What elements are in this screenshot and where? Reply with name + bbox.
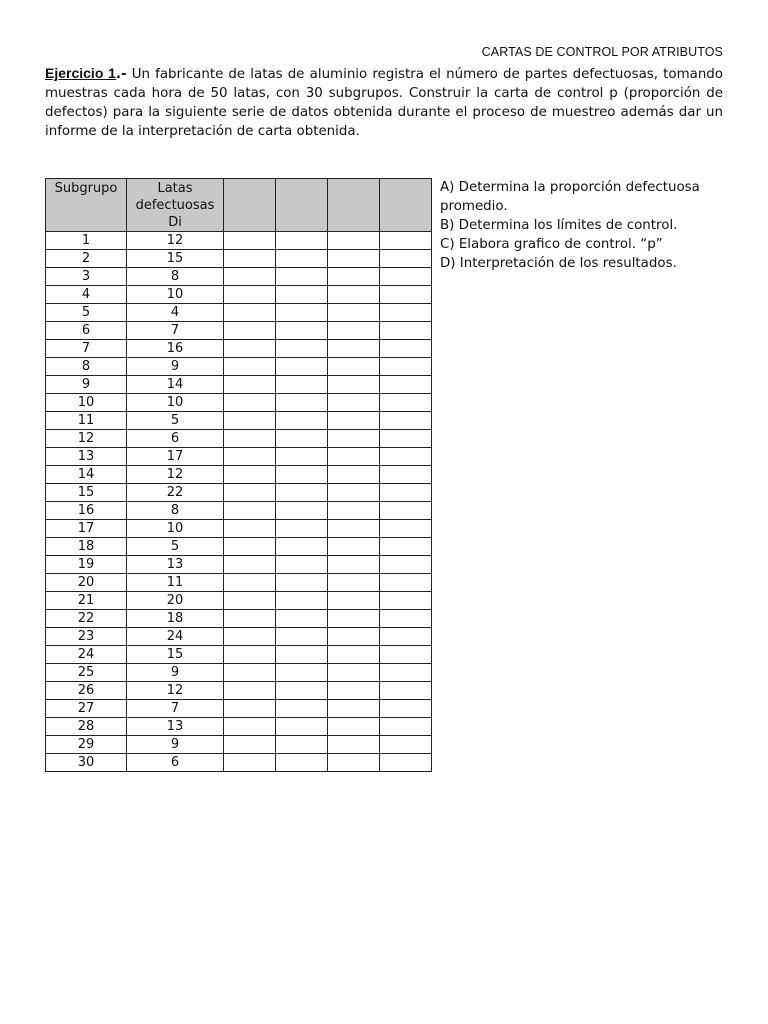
- cell-blank: [224, 376, 276, 394]
- column-header-blank-3: [328, 179, 380, 232]
- cell-blank: [328, 682, 380, 700]
- cell-blank: [276, 646, 328, 664]
- table-row: [46, 520, 432, 538]
- cell-blank: [276, 358, 328, 376]
- cell-defectuosas: 10: [127, 286, 224, 304]
- cell-blank: [380, 646, 432, 664]
- column-header-blank-4: [380, 179, 432, 232]
- exercise-separator: .-: [115, 67, 127, 82]
- cell-defectuosas: 5: [127, 538, 224, 556]
- cell-blank: [328, 520, 380, 538]
- table-body: [46, 232, 432, 772]
- table-row: [46, 736, 432, 754]
- cell-blank: [380, 376, 432, 394]
- cell-blank: [276, 484, 328, 502]
- cell-blank: [276, 592, 328, 610]
- cell-defectuosas: 17: [127, 448, 224, 466]
- cell-blank: [380, 520, 432, 538]
- cell-blank: [224, 556, 276, 574]
- cell-defectuosas: 5: [127, 412, 224, 430]
- cell-blank: [276, 466, 328, 484]
- cell-defectuosas: 12: [127, 682, 224, 700]
- table-row: [46, 502, 432, 520]
- cell-subgrupo: 23: [46, 628, 127, 646]
- cell-blank: [328, 430, 380, 448]
- cell-blank: [224, 340, 276, 358]
- cell-subgrupo: 1: [46, 232, 127, 250]
- cell-blank: [328, 448, 380, 466]
- cell-blank: [224, 610, 276, 628]
- cell-subgrupo: 7: [46, 340, 127, 358]
- cell-blank: [224, 304, 276, 322]
- cell-blank: [224, 466, 276, 484]
- cell-subgrupo: 25: [46, 664, 127, 682]
- cell-blank: [328, 538, 380, 556]
- cell-blank: [224, 322, 276, 340]
- table-row: [46, 268, 432, 286]
- cell-blank: [276, 412, 328, 430]
- table-row: [46, 394, 432, 412]
- cell-blank: [224, 754, 276, 772]
- cell-blank: [380, 754, 432, 772]
- cell-blank: [224, 232, 276, 250]
- column-header-blank-1: [224, 179, 276, 232]
- cell-blank: [380, 502, 432, 520]
- cell-blank: [276, 268, 328, 286]
- cell-blank: [328, 232, 380, 250]
- cell-blank: [224, 448, 276, 466]
- table-row: [46, 700, 432, 718]
- cell-blank: [224, 736, 276, 754]
- cell-blank: [328, 610, 380, 628]
- cell-subgrupo: 21: [46, 592, 127, 610]
- cell-defectuosas: 9: [127, 664, 224, 682]
- question-list: [440, 178, 740, 273]
- cell-blank: [276, 556, 328, 574]
- cell-blank: [224, 682, 276, 700]
- cell-defectuosas: 13: [127, 556, 224, 574]
- cell-subgrupo: 17: [46, 520, 127, 538]
- cell-subgrupo: 3: [46, 268, 127, 286]
- cell-blank: [276, 628, 328, 646]
- cell-blank: [276, 538, 328, 556]
- table-row: [46, 250, 432, 268]
- cell-blank: [328, 484, 380, 502]
- cell-blank: [224, 520, 276, 538]
- cell-blank: [380, 340, 432, 358]
- cell-defectuosas: 9: [127, 358, 224, 376]
- cell-blank: [224, 358, 276, 376]
- table-row: [46, 376, 432, 394]
- cell-blank: [328, 358, 380, 376]
- cell-blank: [276, 340, 328, 358]
- cell-blank: [276, 664, 328, 682]
- cell-subgrupo: 14: [46, 466, 127, 484]
- cell-defectuosas: 14: [127, 376, 224, 394]
- cell-blank: [224, 592, 276, 610]
- cell-blank: [224, 394, 276, 412]
- cell-blank: [328, 322, 380, 340]
- cell-blank: [380, 538, 432, 556]
- cell-blank: [380, 358, 432, 376]
- cell-blank: [328, 754, 380, 772]
- cell-subgrupo: 12: [46, 430, 127, 448]
- table-row: [46, 412, 432, 430]
- cell-blank: [380, 736, 432, 754]
- cell-defectuosas: 10: [127, 394, 224, 412]
- cell-blank: [380, 682, 432, 700]
- cell-blank: [380, 628, 432, 646]
- table-row: [46, 358, 432, 376]
- cell-defectuosas: 8: [127, 502, 224, 520]
- cell-defectuosas: 16: [127, 340, 224, 358]
- cell-subgrupo: 11: [46, 412, 127, 430]
- cell-blank: [276, 448, 328, 466]
- cell-defectuosas: 12: [127, 466, 224, 484]
- table-row: [46, 430, 432, 448]
- cell-defectuosas: 15: [127, 250, 224, 268]
- table-row: [46, 574, 432, 592]
- cell-subgrupo: 22: [46, 610, 127, 628]
- cell-defectuosas: 20: [127, 592, 224, 610]
- cell-blank: [380, 268, 432, 286]
- cell-subgrupo: 27: [46, 700, 127, 718]
- cell-subgrupo: 8: [46, 358, 127, 376]
- cell-blank: [328, 700, 380, 718]
- cell-subgrupo: 4: [46, 286, 127, 304]
- table-row: [46, 556, 432, 574]
- table-row: [46, 718, 432, 736]
- column-header-subgrupo: Subgrupo: [46, 179, 127, 232]
- cell-blank: [276, 250, 328, 268]
- cell-blank: [276, 574, 328, 592]
- cell-defectuosas: 7: [127, 700, 224, 718]
- cell-blank: [224, 430, 276, 448]
- cell-subgrupo: 15: [46, 484, 127, 502]
- exercise-text: Un fabricante de latas de aluminio registra el número de partes defectuosas, tomando muestras cada hora de 50 latas, con 30 subgrupos. Construir la carta de control p (proporción de defectos) para la siguiente serie de datos obtenida durante el proceso de muestreo además dar un informe de la interpretación de carta obtenida.: [45, 67, 723, 139]
- table-row: [46, 664, 432, 682]
- cell-blank: [276, 322, 328, 340]
- cell-blank: [328, 646, 380, 664]
- cell-blank: [224, 502, 276, 520]
- cell-subgrupo: 28: [46, 718, 127, 736]
- cell-blank: [276, 718, 328, 736]
- question-b: B) Determina los límites de control.: [440, 218, 678, 233]
- cell-blank: [380, 718, 432, 736]
- cell-blank: [224, 646, 276, 664]
- cell-blank: [224, 484, 276, 502]
- cell-blank: [328, 250, 380, 268]
- question-a: A) Determina la proporción defectuosa promedio.: [440, 180, 700, 214]
- cell-subgrupo: 6: [46, 322, 127, 340]
- cell-blank: [276, 430, 328, 448]
- cell-blank: [380, 664, 432, 682]
- table-row: [46, 340, 432, 358]
- cell-blank: [276, 754, 328, 772]
- document-header-title: CARTAS DE CONTROL POR ATRIBUTOS: [481, 45, 723, 59]
- cell-blank: [380, 232, 432, 250]
- cell-defectuosas: 15: [127, 646, 224, 664]
- cell-defectuosas: 6: [127, 430, 224, 448]
- table-row: [46, 592, 432, 610]
- cell-blank: [276, 394, 328, 412]
- table-row: [46, 538, 432, 556]
- cell-blank: [380, 484, 432, 502]
- cell-blank: [224, 268, 276, 286]
- cell-blank: [380, 322, 432, 340]
- cell-blank: [380, 448, 432, 466]
- cell-subgrupo: 10: [46, 394, 127, 412]
- cell-defectuosas: 10: [127, 520, 224, 538]
- cell-blank: [276, 286, 328, 304]
- cell-blank: [276, 502, 328, 520]
- cell-blank: [276, 304, 328, 322]
- cell-subgrupo: 30: [46, 754, 127, 772]
- cell-blank: [328, 628, 380, 646]
- cell-blank: [276, 232, 328, 250]
- cell-subgrupo: 20: [46, 574, 127, 592]
- table-row: [46, 304, 432, 322]
- cell-subgrupo: 18: [46, 538, 127, 556]
- cell-subgrupo: 5: [46, 304, 127, 322]
- cell-subgrupo: 9: [46, 376, 127, 394]
- table-row: [46, 466, 432, 484]
- cell-blank: [276, 736, 328, 754]
- cell-defectuosas: 13: [127, 718, 224, 736]
- cell-defectuosas: 9: [127, 736, 224, 754]
- table-row: [46, 232, 432, 250]
- cell-blank: [328, 736, 380, 754]
- cell-blank: [224, 538, 276, 556]
- cell-defectuosas: 6: [127, 754, 224, 772]
- cell-blank: [328, 304, 380, 322]
- cell-blank: [328, 286, 380, 304]
- cell-blank: [328, 376, 380, 394]
- cell-blank: [224, 286, 276, 304]
- cell-blank: [328, 340, 380, 358]
- cell-subgrupo: 24: [46, 646, 127, 664]
- exercise-statement: [45, 64, 723, 141]
- column-header-latas-defectuosas: Latas defectuosas Di: [127, 179, 224, 232]
- cell-blank: [328, 412, 380, 430]
- cell-blank: [276, 682, 328, 700]
- cell-blank: [224, 250, 276, 268]
- table-row: [46, 646, 432, 664]
- cell-subgrupo: 2: [46, 250, 127, 268]
- cell-blank: [328, 574, 380, 592]
- table-row: [46, 322, 432, 340]
- cell-blank: [224, 718, 276, 736]
- cell-blank: [380, 700, 432, 718]
- cell-blank: [380, 610, 432, 628]
- cell-blank: [224, 412, 276, 430]
- cell-blank: [224, 574, 276, 592]
- cell-blank: [328, 502, 380, 520]
- cell-subgrupo: 13: [46, 448, 127, 466]
- cell-blank: [380, 430, 432, 448]
- cell-subgrupo: 19: [46, 556, 127, 574]
- column-header-blank-2: [276, 179, 328, 232]
- table-row: [46, 754, 432, 772]
- cell-blank: [380, 556, 432, 574]
- table-row: [46, 484, 432, 502]
- cell-blank: [276, 700, 328, 718]
- cell-blank: [380, 304, 432, 322]
- cell-blank: [328, 718, 380, 736]
- cell-blank: [276, 520, 328, 538]
- cell-blank: [380, 250, 432, 268]
- table-header-row: [46, 179, 432, 232]
- table-row: [46, 682, 432, 700]
- cell-defectuosas: 7: [127, 322, 224, 340]
- cell-subgrupo: 16: [46, 502, 127, 520]
- cell-blank: [276, 610, 328, 628]
- cell-blank: [224, 664, 276, 682]
- table-row: [46, 448, 432, 466]
- cell-defectuosas: 12: [127, 232, 224, 250]
- cell-blank: [328, 664, 380, 682]
- cell-subgrupo: 26: [46, 682, 127, 700]
- cell-blank: [328, 268, 380, 286]
- exercise-label: Ejercicio 1: [45, 65, 116, 81]
- cell-blank: [380, 592, 432, 610]
- cell-blank: [276, 376, 328, 394]
- cell-defectuosas: 18: [127, 610, 224, 628]
- cell-blank: [328, 466, 380, 484]
- cell-blank: [224, 628, 276, 646]
- question-d: D) Interpretación de los resultados.: [440, 256, 677, 271]
- cell-defectuosas: 22: [127, 484, 224, 502]
- cell-defectuosas: 11: [127, 574, 224, 592]
- cell-blank: [380, 466, 432, 484]
- cell-blank: [224, 700, 276, 718]
- cell-blank: [328, 556, 380, 574]
- cell-blank: [328, 592, 380, 610]
- cell-defectuosas: 8: [127, 268, 224, 286]
- cell-blank: [380, 286, 432, 304]
- cell-blank: [380, 412, 432, 430]
- cell-blank: [328, 394, 380, 412]
- table-row: [46, 628, 432, 646]
- cell-defectuosas: 24: [127, 628, 224, 646]
- cell-defectuosas: 4: [127, 304, 224, 322]
- table-row: [46, 610, 432, 628]
- table-row: [46, 286, 432, 304]
- cell-subgrupo: 29: [46, 736, 127, 754]
- question-c: C) Elabora grafico de control. “p”: [440, 237, 663, 252]
- cell-blank: [380, 394, 432, 412]
- defects-table: [45, 178, 432, 772]
- cell-blank: [380, 574, 432, 592]
